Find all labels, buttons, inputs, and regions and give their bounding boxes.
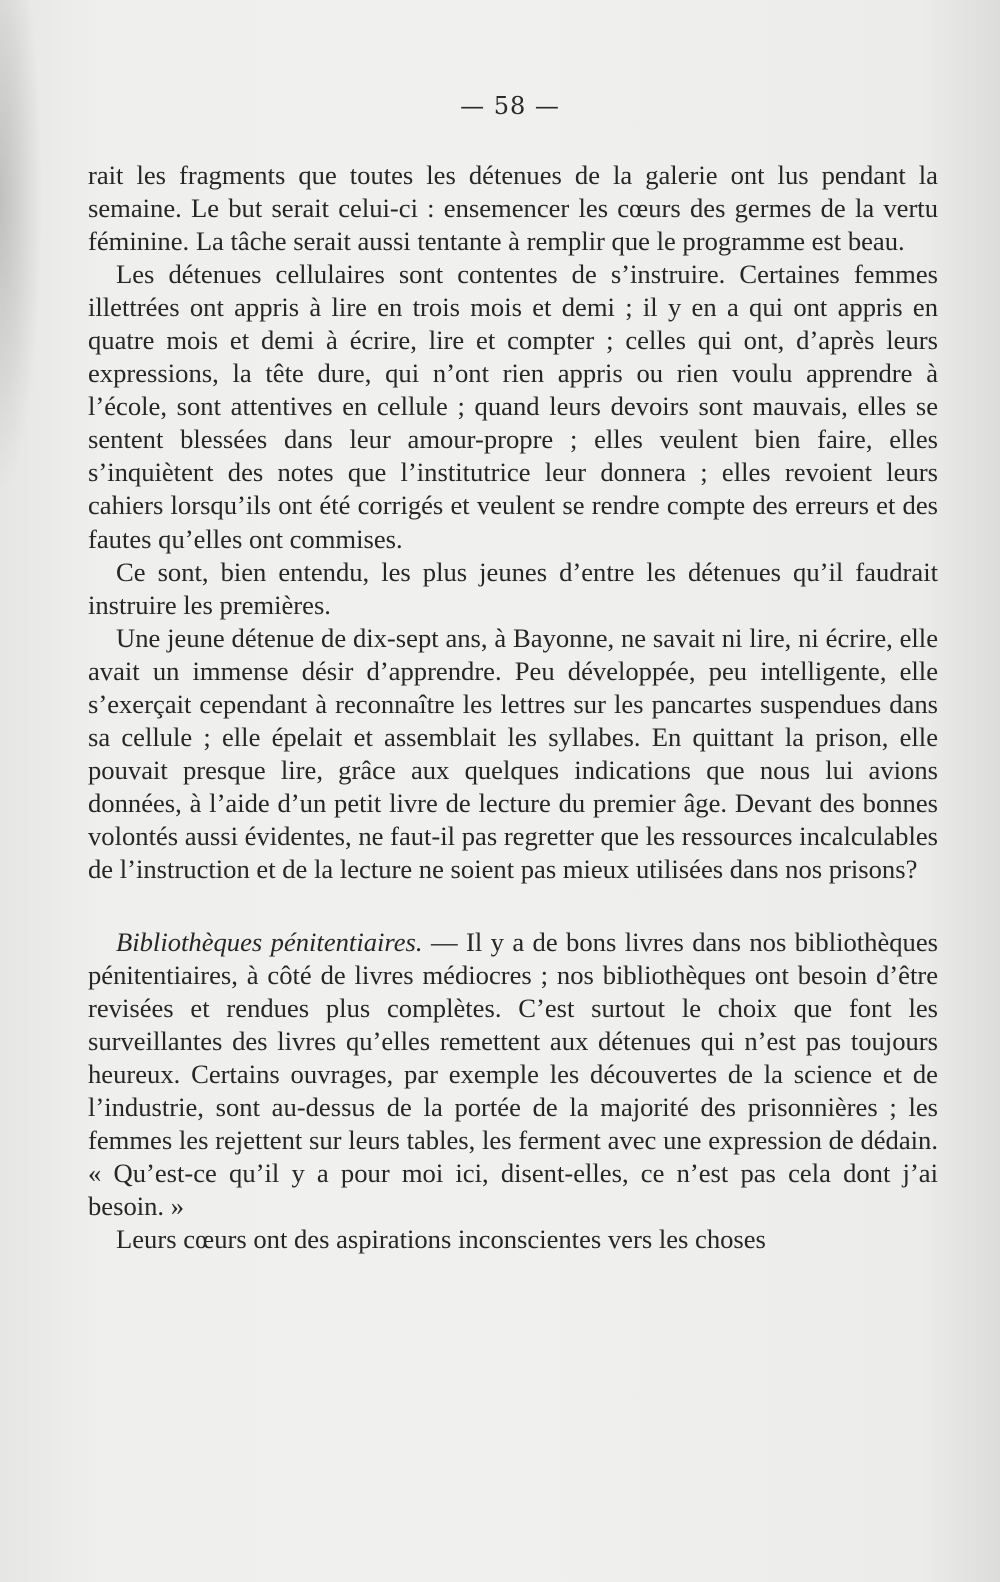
page-number: — 58 — <box>460 92 560 120</box>
last-line: Leurs cœurs ont des aspirations inconscientes vers les choses <box>116 1224 766 1255</box>
paragraph-1: rait les fragments que toutes les détenues de la galerie ont lus pendant la semaine. Le but serait celui-ci : ensemencer les cœurs des germes de la vertu féminine. La tâche serait aussi tentante à remplir que le programme est beau. <box>88 160 938 257</box>
section-lead-text: — Il y a de bons livres dans nos bibliothèques pénitentiaires, à côté de livres médiocres ; nos bibliothèques ont besoin d’être revisées et rendues plus complètes. C’est surtout le choix que font les surveillantes des livres qu’elles remettent aux détenues qui n’est pas toujours heureux. Certains ouvrages, par exemple les découvertes de la science et de l’industrie, sont au-dessus de la portée de la majorité des prisonnières ; les femmes les rejettent sur leurs tables, les ferment avec une expression de dédain. « Qu’est-ce qu’il y a pour moi ici, disent-elles, ce n’est pas cela dont j’ai besoin. » <box>88 927 939 1222</box>
section-heading: Bibliothèques pénitentiaires. <box>116 927 423 958</box>
paragraph-2: Les détenues cellulaires sont contentes de s’instruire. Certaines femmes illettrées ont appris à lire en trois mois et demi ; il y en a qui ont appris en quatre mois et demi à écrire, lire et compter ; celles qui ont, d’après leurs expressions, la tête dure, qui n’ont rien appris ou rien voulu apprendre à l’école, sont attentives en cellule ; quand leurs devoirs sont mauvais, elles se sentent blessées dans leur amour-propre ; elles veulent bien faire, elles s’inquiètent des notes que l’institutrice leur donnera ; elles revoient leurs cahiers lorsqu’ils ont été corrigés et veulent se rendre compte des erreurs et des fautes qu’elles ont commises. <box>88 259 938 554</box>
body-text <box>88 159 938 1257</box>
section-gap <box>88 886 938 926</box>
paragraph-4: Une jeune détenue de dix-sept ans, à Bayonne, ne savait ni lire, ni écrire, elle avait un immense désir d’apprendre. Peu développée, peu intelligente, elle s’exerçait cependant à reconnaître les lettres sur les pancartes suspendues dans sa cellule ; elle épelait et assemblait les syllabes. En quittant la prison, elle pouvait presque lire, grâce aux quelques indications que nous lui avions données, à l’aide d’un petit livre de lecture du premier âge. Devant des bonnes volontés aussi évidentes, ne faut-il pas regretter que les ressources incalculables de l’instruction et de la lecture ne soient pas mieux utilisées dans nos prisons? <box>88 622 938 884</box>
section-paragraph <box>88 926 938 1223</box>
paragraph-3: Ce sont, bien entendu, les plus jeunes d’entre les détenues qu’il faudrait instruire les premières. <box>88 556 938 620</box>
